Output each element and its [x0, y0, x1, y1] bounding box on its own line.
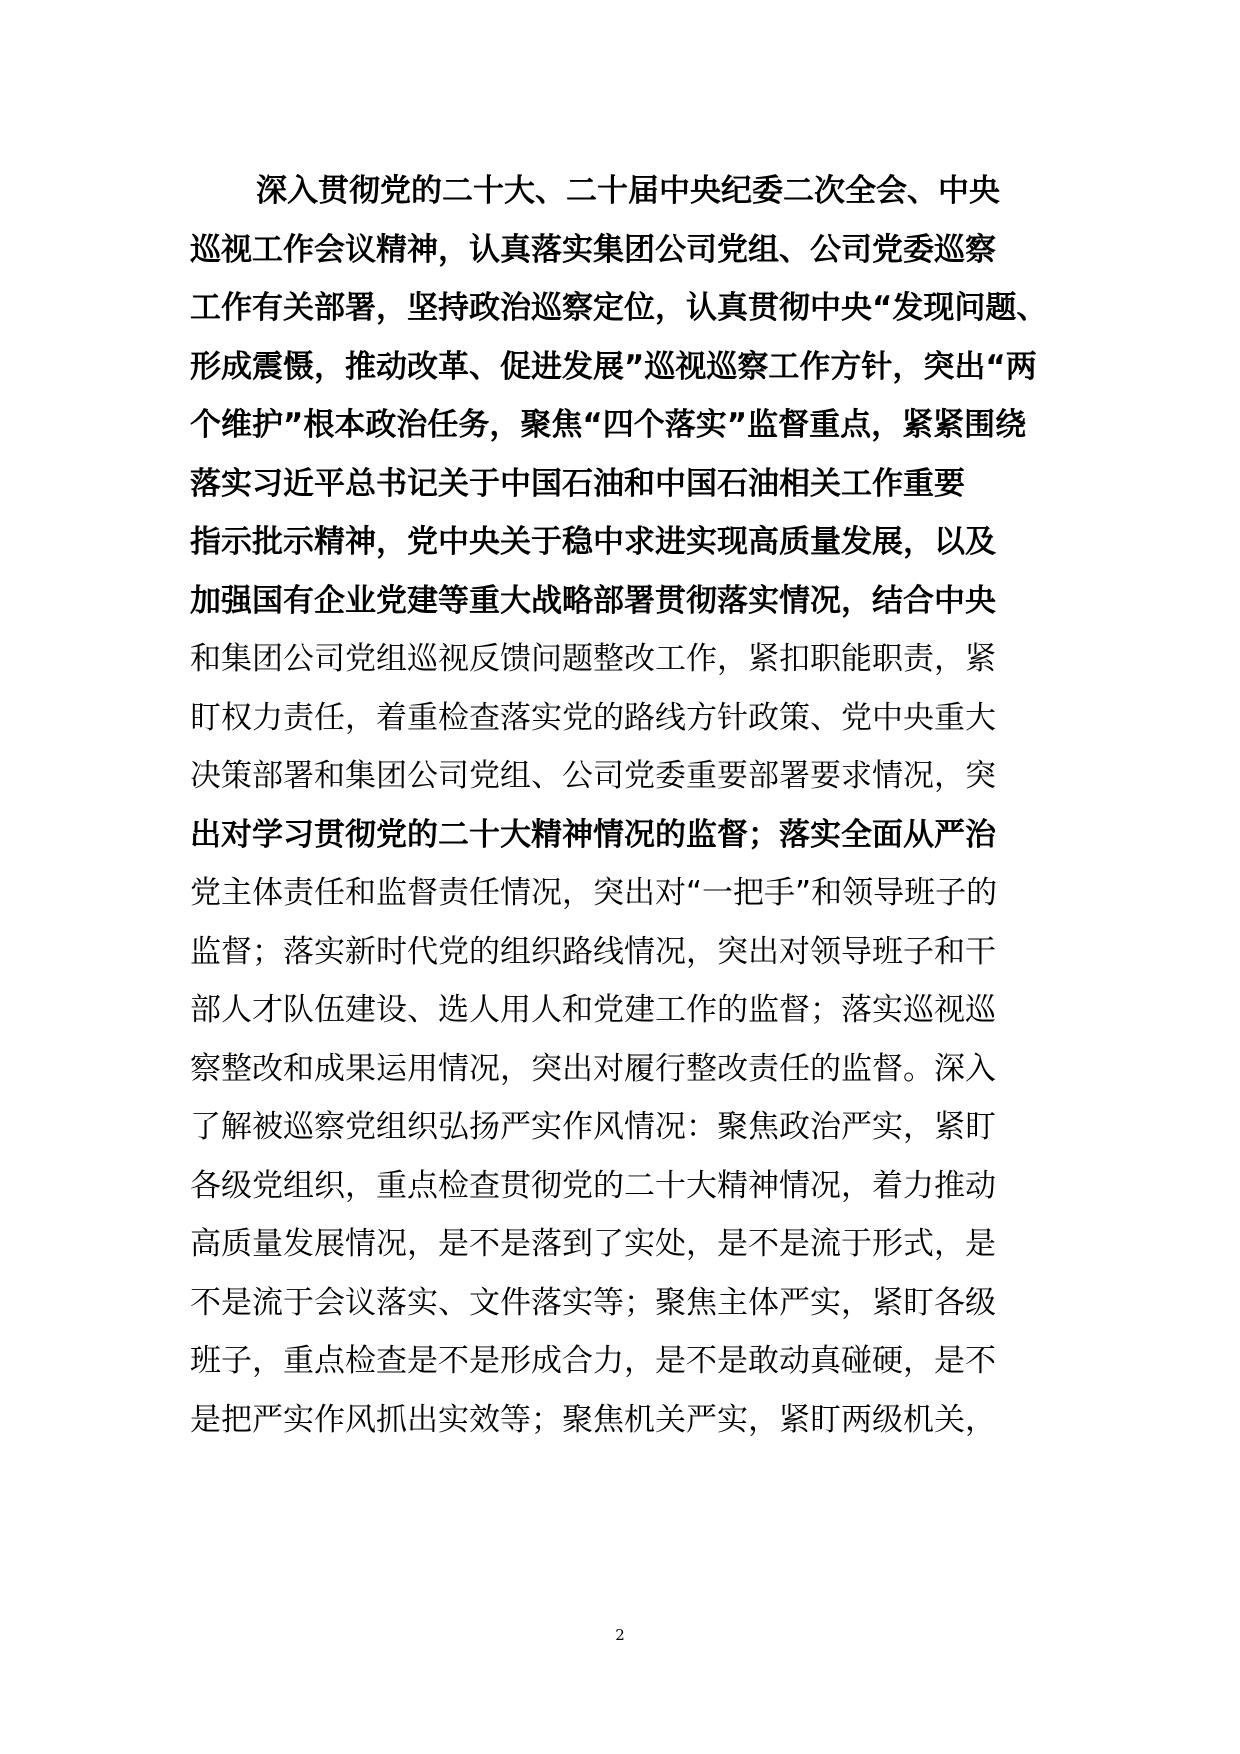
text-line: 党主体责任和监督责任情况，突出对“一把手”和领导班子的	[190, 875, 998, 911]
text-line: 落实习近平总书记关于中国石油和中国石油相关工作重要	[190, 465, 965, 502]
text-line: 指示批示精神，党中央关于稳中求进实现高质量发展，以及	[190, 524, 996, 560]
text-line: 察整改和成果运用情况，突出对履行整改责任的监督。深入	[190, 1050, 996, 1087]
text-line: 工作有关部署，坚持政治巡察定位，认真贯彻中央“发现问题、	[190, 290, 1048, 326]
text-line: 各级党组织，重点检查贯彻党的二十大精神情况，着力推动	[190, 1167, 996, 1204]
text-line: 和集团公司党组巡视反馈问题整改工作，紧扣职能职责，紧	[190, 641, 996, 677]
body-text	[190, 162, 1070, 1449]
text-line: 出对学习贯彻党的二十大精神情况的监督；落实全面从严治	[190, 816, 996, 853]
text-line: 高质量发展情况，是不是落到了实处，是不是流于形式，是	[190, 1226, 996, 1262]
text-line: 深入贯彻党的二十大、二十届中央纪委二次全会、中央	[256, 173, 1000, 209]
text-line: 了解被巡察党组织弘扬严实作风情况：聚焦政治严实，紧盯	[190, 1109, 996, 1145]
text-line: 不是流于会议落实、文件落实等；聚焦主体严实，紧盯各级	[190, 1284, 996, 1321]
text-line: 班子，重点检查是不是形成合力，是不是敢动真碰硬，是不	[190, 1343, 996, 1379]
text-line: 部人才队伍建设、选人用人和党建工作的监督；落实巡视巡	[190, 992, 996, 1028]
text-line: 监督；落实新时代党的组织路线情况，突出对领导班子和干	[190, 933, 996, 970]
text-line: 加强国有企业党建等重大战略部署贯彻落实情况，结合中央	[190, 582, 996, 619]
text-line: 是把严实作风抓出实效等；聚焦机关严实，紧盯两级机关，	[190, 1401, 996, 1438]
text-line: 巡视工作会议精神，认真落实集团公司党组、公司党委巡察	[190, 231, 996, 268]
text-line: 盯权力责任，着重检查落实党的路线方针政策、党中央重大	[190, 699, 996, 736]
page-number: 2	[615, 1626, 625, 1644]
text-line: 个维护”根本政治任务，聚焦“四个落实”监督重点，紧紧围绕	[190, 407, 1027, 443]
text-line: 形成震慑，推动改革、促进发展”巡视巡察工作方针，突出“两	[190, 348, 1037, 385]
text-line: 决策部署和集团公司党组、公司党委重要部署要求情况，突	[190, 758, 996, 794]
